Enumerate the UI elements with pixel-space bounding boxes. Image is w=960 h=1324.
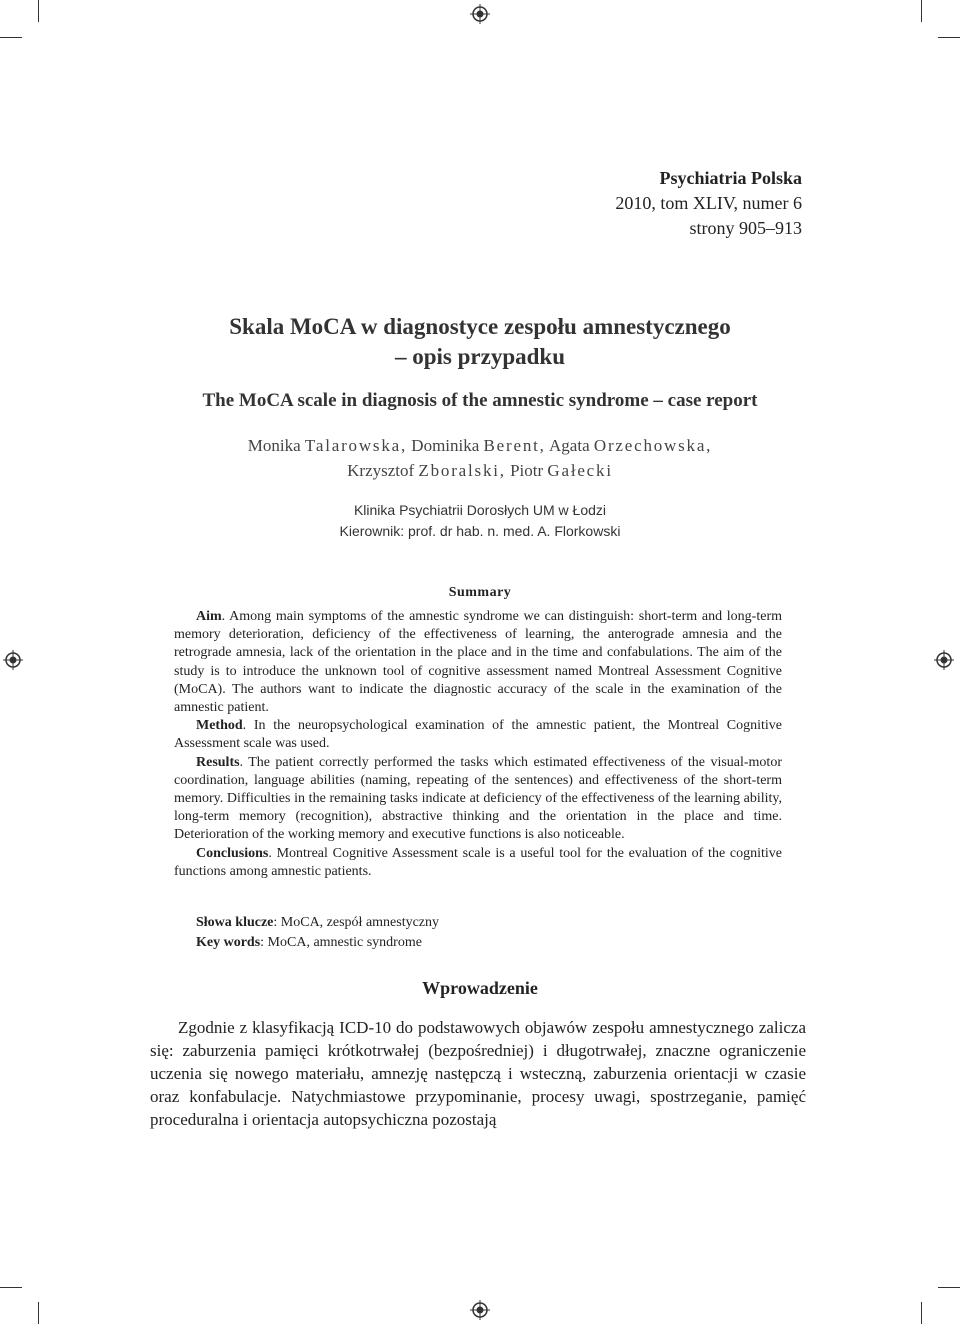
author-last-name: Zboralski, bbox=[418, 461, 506, 480]
author-first-name: Agata bbox=[549, 436, 590, 455]
abstract-aim bbox=[174, 608, 782, 717]
keywords bbox=[196, 913, 439, 953]
journal-header bbox=[615, 166, 802, 241]
keywords-english bbox=[196, 933, 439, 953]
affiliation-institution: Klinika Psychiatrii Dorosłych UM w Łodzi bbox=[353, 502, 607, 518]
crop-mark bbox=[938, 37, 960, 38]
keywords-english-text: : MoCA, amnestic syndrome bbox=[260, 935, 422, 950]
registration-mark-icon bbox=[3, 650, 23, 670]
title-polish-line2: – opis przypadku bbox=[394, 344, 565, 369]
abstract-results bbox=[174, 754, 782, 845]
journal-volume: 2010, tom XLIV, numer 6 bbox=[615, 193, 802, 213]
summary-heading: Summary bbox=[448, 585, 512, 600]
crop-mark bbox=[38, 1302, 39, 1324]
introduction-body bbox=[150, 1016, 806, 1131]
crop-mark bbox=[938, 1287, 960, 1288]
abstract-conclusions bbox=[174, 845, 782, 881]
abstract bbox=[174, 608, 782, 881]
crop-mark bbox=[0, 1287, 22, 1288]
author-last-name: Orzechowska, bbox=[593, 436, 713, 455]
journal-pages: strony 905–913 bbox=[689, 218, 802, 238]
title-block bbox=[0, 312, 960, 542]
author-first-name: Krzysztof bbox=[347, 461, 415, 480]
method-text: . In the neuropsychological examination of the amnestic patient, the Montreal Cognitive Assessment scale was used. bbox=[174, 718, 782, 752]
author-last-name: Berent, bbox=[483, 436, 546, 455]
journal-name: Psychiatria Polska bbox=[659, 168, 802, 188]
conclusions-text: . Montreal Cognitive Assessment scale is a useful tool for the evaluation of the cognitive functions among amnestic patients. bbox=[174, 845, 782, 879]
keywords-english-label: Key words bbox=[196, 935, 261, 950]
title-polish-line1: Skala MoCA w diagnostyce zespołu amnestycznego bbox=[229, 314, 731, 339]
title-english: The MoCA scale in diagnosis of the amnestic syndrome – case report bbox=[202, 390, 758, 411]
affiliation bbox=[0, 500, 960, 542]
crop-mark bbox=[0, 37, 22, 38]
title-polish bbox=[0, 312, 960, 372]
author-first-name: Dominika bbox=[411, 436, 480, 455]
author-first-name: Monika bbox=[247, 436, 301, 455]
affiliation-head: Kierownik: prof. dr hab. n. med. A. Florkowski bbox=[339, 523, 621, 539]
keywords-polish-label: Słowa klucze bbox=[196, 915, 274, 930]
aim-text: . Among main symptoms of the amnestic syndrome we can distinguish: short-term and long-term memory deterioration, deficiency of the effectiveness of learning, the anterograde amnesia and the retrograde amnesia, lack of the orientation in the place and in the time and confabulations. The aim of the study is to introduce the unknown tool of cognitive assessment named Montreal Assessment Cognitive (MoCA). The authors want to indicate the diagnostic accuracy of the scale in the examination of the amnestic patient. bbox=[174, 609, 782, 716]
section-heading-introduction: Wprowadzenie bbox=[422, 978, 538, 998]
registration-mark-icon bbox=[470, 1300, 490, 1320]
author-first-name: Piotr bbox=[510, 461, 544, 480]
aim-label: Aim bbox=[196, 609, 222, 624]
conclusions-label: Conclusions bbox=[196, 845, 269, 861]
crop-mark bbox=[921, 0, 922, 22]
keywords-polish-text: : MoCA, zespół amnestyczny bbox=[273, 915, 440, 930]
crop-mark bbox=[921, 1302, 922, 1324]
abstract-method bbox=[174, 717, 782, 753]
author-last-name: Gałecki bbox=[547, 461, 613, 480]
results-text: . The patient correctly performed the tasks which estimated effectiveness of the visual-motor coordination, language abilities (naming, repeating of the sentences) and effectiveness of the short-term memory. Difficulties in the remaining tasks indicate at deficiency of the effectiveness of the learning ability, long-term memory (recognition), abstractive thinking and the orientation in the place and time. Deterioration of the working memory and executive functions is also noticeable. bbox=[174, 754, 782, 843]
results-label: Results bbox=[196, 754, 240, 770]
registration-mark-icon bbox=[934, 650, 954, 670]
crop-mark bbox=[38, 0, 39, 22]
introduction-paragraph: Zgodnie z klasyfikacją ICD-10 do podstawowych objawów zespołu amnestycznego zalicza się: zaburzenia pamięci krótkotrwałej (bezpośredniej) i długotrwałej, znaczne ograniczenie uczenia się nowego materiału, amnezję następczą i wsteczną, zaburzenia orientacji w czasie oraz konfabulacje. Natychmiastowe przypominanie, procesy uwagi, spostrzeganie, pamięć proceduralna i orientacja autopsychiczna pozostają bbox=[150, 1018, 806, 1129]
method-label: Method bbox=[196, 718, 243, 734]
registration-mark-icon bbox=[470, 4, 490, 24]
authors bbox=[0, 433, 960, 483]
keywords-polish bbox=[196, 913, 439, 933]
author-last-name: Talarowska, bbox=[304, 436, 408, 455]
